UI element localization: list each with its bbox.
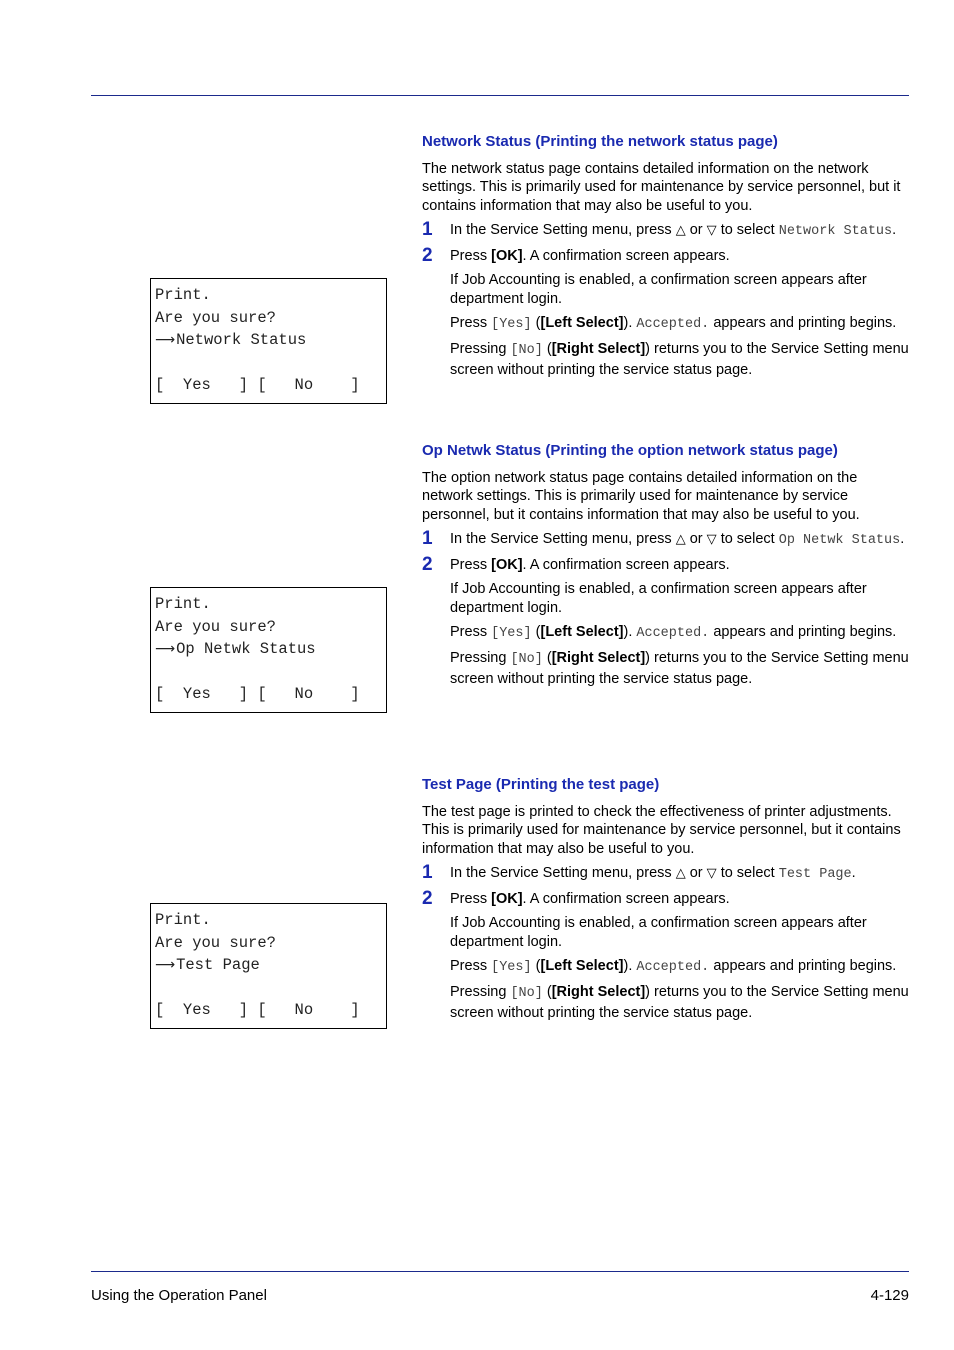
note-job-accounting: If Job Accounting is enabled, a confirmation screen appears after department login.: [450, 915, 867, 950]
step-number: 2: [422, 888, 433, 910]
lcd-line-selection: ⟶Test Page: [155, 956, 260, 974]
step-2: 2 Press [OK]. A confirmation screen appears.: [422, 554, 730, 576]
lcd-line-buttons: [ Yes ] [ No ]: [155, 685, 360, 703]
footer-page-number: 4-129: [870, 1287, 909, 1304]
note-yes: Press [Yes] ([Left Select]). Accepted. appears and printing begins.: [450, 958, 897, 976]
note-no: Pressing [No] ([Right Select]) returns you to the Service Setting menu screen without printing the service status page.: [450, 650, 909, 687]
footer-chapter-title: Using the Operation Panel: [91, 1287, 267, 1304]
lcd-line-confirm: Are you sure?: [155, 934, 276, 952]
lcd-line-confirm: Are you sure?: [155, 309, 276, 327]
arrow-right-icon: ⟶: [155, 332, 176, 348]
lcd-line-print: Print.: [155, 911, 211, 929]
down-triangle-icon: ▽: [706, 531, 717, 547]
section-test-page: [422, 776, 910, 1028]
step-number: 1: [422, 527, 433, 549]
lcd-line-buttons: [ Yes ] [ No ]: [155, 1001, 360, 1019]
note-job-accounting: If Job Accounting is enabled, a confirmation screen appears after department login.: [450, 272, 867, 307]
lcd-line-print: Print.: [155, 286, 211, 304]
section-heading: Network Status (Printing the network status page): [422, 133, 778, 150]
lcd-screen-op-netwk-status: [150, 587, 387, 713]
section-intro: The option network status page contains detailed information on the network settings. This is primarily used for maintenance by service personnel, but it contains information that may also be useful to you.: [422, 470, 860, 523]
note-yes: Press [Yes] ([Left Select]). Accepted. appears and printing begins.: [450, 315, 897, 333]
section-heading: Op Netwk Status (Printing the option network status page): [422, 442, 838, 459]
down-triangle-icon: ▽: [706, 865, 717, 881]
note-job-accounting: If Job Accounting is enabled, a confirmation screen appears after department login.: [450, 581, 867, 616]
step-1: 1 In the Service Setting menu, press △ or ▽ to select Test Page.: [422, 861, 856, 883]
step-number: 2: [422, 554, 433, 576]
step-1: 1 In the Service Setting menu, press △ or ▽ to select Op Netwk Status.: [422, 527, 905, 549]
up-triangle-icon: △: [675, 865, 686, 881]
step-number: 2: [422, 245, 433, 267]
section-op-netwk-status: [422, 442, 910, 694]
lcd-screen-network-status: [150, 278, 387, 404]
step-2: 2 Press [OK]. A confirmation screen appears.: [422, 245, 730, 267]
step-number: 1: [422, 861, 433, 883]
section-network-status: [422, 133, 910, 385]
lcd-line-selection: ⟶Network Status: [155, 331, 307, 349]
lcd-screen-test-page: [150, 903, 387, 1029]
lcd-line-print: Print.: [155, 595, 211, 613]
header-rule: [91, 95, 909, 96]
section-heading: Test Page (Printing the test page): [422, 776, 660, 793]
lcd-line-selection: ⟶Op Netwk Status: [155, 640, 316, 658]
note-no: Pressing [No] ([Right Select]) returns you to the Service Setting menu screen without printing the service status page.: [450, 984, 909, 1021]
down-triangle-icon: ▽: [706, 222, 717, 238]
step-1: 1 In the Service Setting menu, press △ or ▽ to select Network Status.: [422, 218, 897, 240]
step-2: 2 Press [OK]. A confirmation screen appears.: [422, 888, 730, 910]
note-no: Pressing [No] ([Right Select]) returns you to the Service Setting menu screen without printing the service status page.: [450, 341, 909, 378]
step-number: 1: [422, 218, 433, 240]
arrow-right-icon: ⟶: [155, 641, 176, 657]
lcd-line-buttons: [ Yes ] [ No ]: [155, 376, 360, 394]
note-yes: Press [Yes] ([Left Select]). Accepted. appears and printing begins.: [450, 624, 897, 642]
footer-rule: [91, 1271, 909, 1272]
section-intro: The network status page contains detailed information on the network settings. This is primarily used for maintenance by service personnel, but it contains information that may also be useful to you.: [422, 161, 901, 214]
up-triangle-icon: △: [675, 531, 686, 547]
arrow-right-icon: ⟶: [155, 957, 176, 973]
up-triangle-icon: △: [675, 222, 686, 238]
section-intro: The test page is printed to check the effectiveness of printer adjustments. This is primarily used for maintenance by service personnel, but it contains information that may also be useful to you.: [422, 804, 901, 857]
lcd-line-confirm: Are you sure?: [155, 618, 276, 636]
